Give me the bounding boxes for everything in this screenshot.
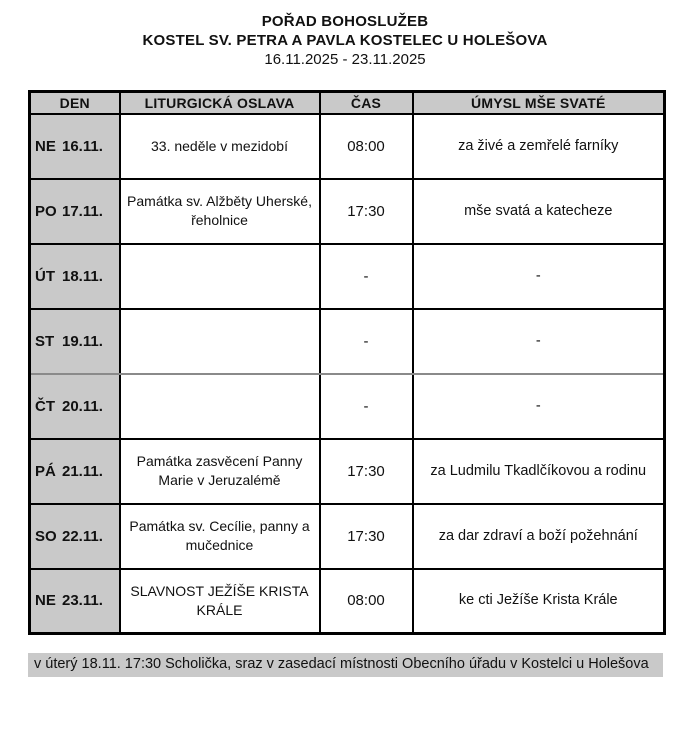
intention-cell: - [413, 374, 665, 439]
day-date: 16.11. [62, 137, 103, 155]
intention-cell: za živé a zemřelé farníky [413, 114, 665, 179]
table-row [30, 244, 665, 309]
celebration-cell: SLAVNOST JEŽÍŠE KRISTA KRÁLE [120, 569, 320, 634]
footer-note: v úterý 18.11. 17:30 Scholička, sraz v zasedací místnosti Obecního úřadu v Kostelci u Holešova [28, 653, 663, 677]
table-row [30, 504, 665, 569]
day-cell [30, 309, 120, 374]
column-header-day: DEN [30, 92, 120, 114]
table-row [30, 114, 665, 179]
day-date: 21.11. [62, 462, 103, 480]
celebration-cell: Památka sv. Cecílie, panny a mučednice [120, 504, 320, 569]
day-abbr: NE [35, 137, 56, 155]
celebration-cell [120, 374, 320, 439]
day-date: 18.11. [62, 267, 103, 285]
celebration-cell: Památka sv. Alžběty Uherské, řeholnice [120, 179, 320, 244]
intention-cell: - [413, 244, 665, 309]
time-cell: 08:00 [320, 569, 413, 634]
day-cell [30, 114, 120, 179]
day-date: 22.11. [62, 527, 103, 545]
intention-cell: - [413, 309, 665, 374]
day-abbr: PO [35, 202, 57, 220]
table-row [30, 374, 665, 439]
day-abbr: NE [35, 592, 56, 610]
time-cell: 17:30 [320, 179, 413, 244]
celebration-cell: 33. neděle v mezidobí [120, 114, 320, 179]
page-title: POŘAD BOHOSLUŽEB [261, 13, 429, 30]
column-header-intention: ÚMYSL MŠE SVATÉ [413, 92, 665, 114]
table-row [30, 309, 665, 374]
intention-cell: mše svatá a katecheze [413, 179, 665, 244]
day-cell [30, 504, 120, 569]
time-cell: - [320, 309, 413, 374]
day-cell [30, 569, 120, 634]
time-cell: - [320, 244, 413, 309]
intention-cell: za Ludmilu Tkadlčíkovou a rodinu [413, 439, 665, 504]
day-cell [30, 244, 120, 309]
day-abbr: SO [35, 527, 57, 545]
table-row [30, 179, 665, 244]
intention-cell: ke cti Ježíše Krista Krále [413, 569, 665, 634]
time-cell: 17:30 [320, 504, 413, 569]
celebration-cell: Památka zasvěcení Panny Marie v Jeruzalémě [120, 439, 320, 504]
day-date: 20.11. [62, 397, 103, 415]
table-row [30, 439, 665, 504]
day-abbr: ČT [35, 397, 55, 415]
intention-cell: za dar zdraví a boží požehnání [413, 504, 665, 569]
celebration-cell [120, 309, 320, 374]
day-cell [30, 179, 120, 244]
column-header-time: ČAS [320, 92, 413, 114]
table-row [30, 569, 665, 634]
document-header [0, 0, 690, 69]
day-abbr: ÚT [35, 267, 55, 285]
column-header-celebration: LITURGICKÁ OSLAVA [120, 92, 320, 114]
time-cell: 17:30 [320, 439, 413, 504]
table-header-row [30, 92, 665, 114]
day-abbr: ST [35, 332, 55, 350]
date-range: 16.11.2025 - 23.11.2025 [264, 51, 426, 68]
day-abbr: PÁ [35, 462, 56, 480]
day-cell [30, 439, 120, 504]
time-cell: - [320, 374, 413, 439]
church-name: KOSTEL SV. PETRA A PAVLA KOSTELEC U HOLEŠOVA [142, 32, 548, 49]
celebration-cell [120, 244, 320, 309]
day-cell [30, 374, 120, 439]
day-date: 17.11. [62, 202, 103, 220]
day-date: 19.11. [62, 332, 103, 350]
time-cell: 08:00 [320, 114, 413, 179]
day-date: 23.11. [62, 592, 103, 610]
schedule-table [28, 90, 666, 635]
